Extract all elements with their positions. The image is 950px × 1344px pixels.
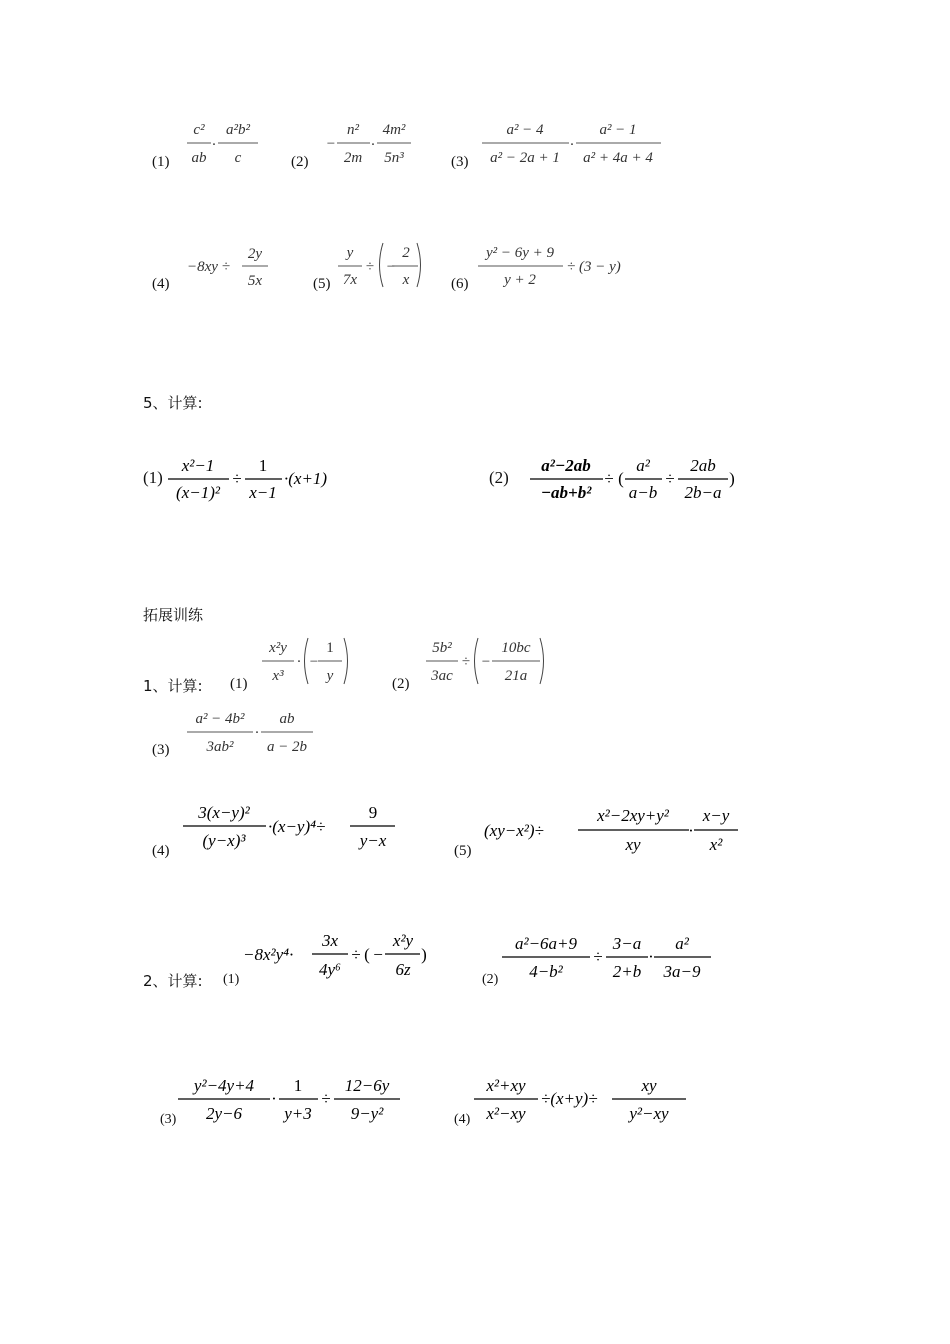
p2-den2: 5n³ (384, 150, 404, 166)
s5-2-lp: ( (618, 469, 624, 488)
s5-2-op2: ÷ (665, 469, 675, 488)
x5-den2: x² (709, 835, 723, 854)
p3-den1: a² − 2a + 1 (490, 150, 560, 166)
section-heading-5: 5、计算: (143, 394, 203, 412)
y1-op: ÷ (351, 945, 361, 964)
y3-den1: 2y−6 (205, 1104, 243, 1123)
p2-num1: n² (347, 122, 359, 138)
s5-1-den1: (x−1)² (176, 483, 220, 502)
y2-num3: a² (675, 934, 689, 953)
x3-den2: a − 2b (266, 739, 308, 755)
p2-op: · (370, 137, 376, 153)
p6-den1: y + 2 (504, 272, 536, 288)
x1-den1: x³ (272, 668, 284, 684)
y1-lp: ( (364, 945, 370, 964)
p5-den2: x (402, 272, 410, 288)
p1-op: · (211, 137, 217, 153)
x5-num1: x²−2xy+y² (597, 806, 669, 825)
x2-minus: − (481, 654, 491, 670)
s5-2-op1: ÷ (604, 469, 614, 488)
y2-num1: a²−6a+9 (514, 934, 578, 953)
ext2-label-3: (3) (160, 1112, 177, 1127)
x3-op: · (254, 725, 260, 741)
y2-den2: 2+b (612, 962, 642, 981)
ext1-heading: 1、计算: (143, 677, 203, 695)
y2-num2: 3−a (612, 934, 642, 953)
y2-op2: · (648, 947, 654, 966)
p4-lead: −8xy ÷ (187, 259, 230, 275)
s5-label-2: (2) (489, 468, 509, 487)
y3-den2: y+3 (284, 1104, 312, 1123)
problem-label-2: (2) (291, 154, 309, 170)
problem-label-6: (6) (451, 276, 469, 292)
y1-num1: 3x (321, 931, 339, 950)
x4-num2: 9 (368, 803, 378, 822)
x1-op: · (296, 654, 302, 670)
ext1-label-3: (3) (152, 742, 170, 758)
section-heading-extension: 拓展训练 (143, 606, 204, 624)
s5-2-num1: a²−2ab (541, 456, 591, 475)
p3-den2: a² + 4a + 4 (583, 150, 653, 166)
p2-minus: − (326, 136, 336, 152)
p6-num1: y² − 6y + 9 (485, 245, 555, 261)
y4-num2: xy (641, 1076, 657, 1095)
p5-num1: y (346, 245, 354, 261)
p3-num1: a² − 4 (506, 122, 544, 138)
p1-num1: c² (193, 122, 205, 138)
problem-label-5: (5) (313, 276, 331, 292)
ext1-label-4: (4) (152, 843, 170, 859)
y3-num1: y²−4y+4 (193, 1076, 255, 1095)
p5-num2: 2 (402, 245, 410, 261)
y1-den2: 6z (395, 960, 411, 979)
x2-num2: 10bc (501, 640, 531, 656)
x4-den2: y−x (359, 831, 387, 850)
p4-num1: 2y (247, 246, 263, 262)
p3-op: · (569, 137, 575, 153)
ext2-heading: 2、计算: (143, 972, 203, 990)
ext2-label-4: (4) (454, 1112, 471, 1127)
s5-1-num1: x²−1 (181, 456, 215, 475)
y3-den3: 9−y² (350, 1104, 384, 1123)
p5-den1: 7x (342, 272, 358, 288)
y2-den1: 4−b² (529, 962, 563, 981)
s5-2-den1: −ab+b² (540, 483, 592, 502)
x3-num2: ab (279, 711, 295, 727)
p4-den1: 5x (247, 273, 263, 289)
ext2-label-1: (1) (223, 972, 240, 987)
p1-num2: a²b² (226, 122, 250, 138)
problem-label-1: (1) (152, 154, 170, 170)
p5-op: ÷ (365, 259, 375, 275)
s5-label-1: (1) (143, 468, 163, 487)
y3-num3: 12−6y (344, 1076, 390, 1095)
y3-num2: 1 (293, 1076, 303, 1095)
s5-2-den3: 2b−a (684, 483, 722, 502)
x1-den2: y (326, 668, 334, 684)
y4-mid: ÷(x+y)÷ (541, 1089, 598, 1108)
y4-num1: x²+xy (486, 1076, 526, 1095)
s5-1-tail: ·(x+1) (284, 469, 328, 488)
problem-label-3: (3) (451, 154, 469, 170)
x1-num1: x²y (269, 640, 287, 656)
y1-lead: −8x²y⁴· (243, 945, 294, 964)
x2-den1: 3ac (431, 668, 453, 684)
x5-op: · (688, 821, 694, 840)
x5-num2: x−y (702, 806, 730, 825)
s5-1-op1: ÷ (232, 469, 242, 488)
x5-den1: xy (625, 835, 641, 854)
ext2-label-2: (2) (482, 972, 499, 987)
problem-label-4: (4) (152, 276, 170, 292)
p1-den2: c (234, 150, 242, 166)
y4-den1: x²−xy (486, 1104, 526, 1123)
y3-op2: ÷ (321, 1089, 331, 1108)
ext1-label-5: (5) (454, 843, 472, 859)
y2-op1: ÷ (593, 947, 603, 966)
x2-den2: 21a (504, 668, 528, 684)
p2-num2: 4m² (382, 122, 406, 138)
x3-num1: a² − 4b² (195, 711, 245, 727)
s5-2-num2: a² (636, 456, 650, 475)
x1-minus: − (309, 654, 319, 670)
y1-num2: x²y (392, 931, 414, 950)
s5-2-num3: 2ab (690, 456, 716, 475)
x4-num1: 3(x−y)² (198, 803, 250, 822)
p6-tail: ÷ (3 − y) (567, 259, 621, 275)
y1-rp: ) (421, 945, 427, 964)
s5-1-den2: x−1 (249, 483, 277, 502)
x3-den1: 3ab² (206, 739, 234, 755)
y1-minus: − (373, 945, 383, 964)
x1-num2: 1 (326, 640, 334, 656)
p2-den1: 2m (343, 150, 363, 166)
y1-den1: 4y⁶ (319, 960, 341, 979)
ext1-label-1: (1) (230, 676, 248, 692)
x4-den1: (y−x)³ (202, 831, 246, 850)
ext1-label-2: (2) (392, 676, 410, 692)
x4-mid: ·(x−y)⁴÷ (268, 817, 326, 836)
y4-den2: y²−xy (629, 1104, 669, 1123)
x2-num1: 5b² (432, 640, 452, 656)
y2-den3: 3a−9 (663, 962, 701, 981)
s5-1-num2: 1 (258, 456, 268, 475)
x5-lead: (xy−x²)÷ (484, 821, 544, 840)
p1-den1: ab (191, 150, 207, 166)
s5-2-rp: ) (729, 469, 735, 488)
p3-num2: a² − 1 (599, 122, 637, 138)
p5-minus: − (386, 259, 396, 275)
x2-op: ÷ (461, 654, 471, 670)
y3-op1: · (271, 1089, 277, 1108)
s5-2-den2: a−b (628, 483, 658, 502)
